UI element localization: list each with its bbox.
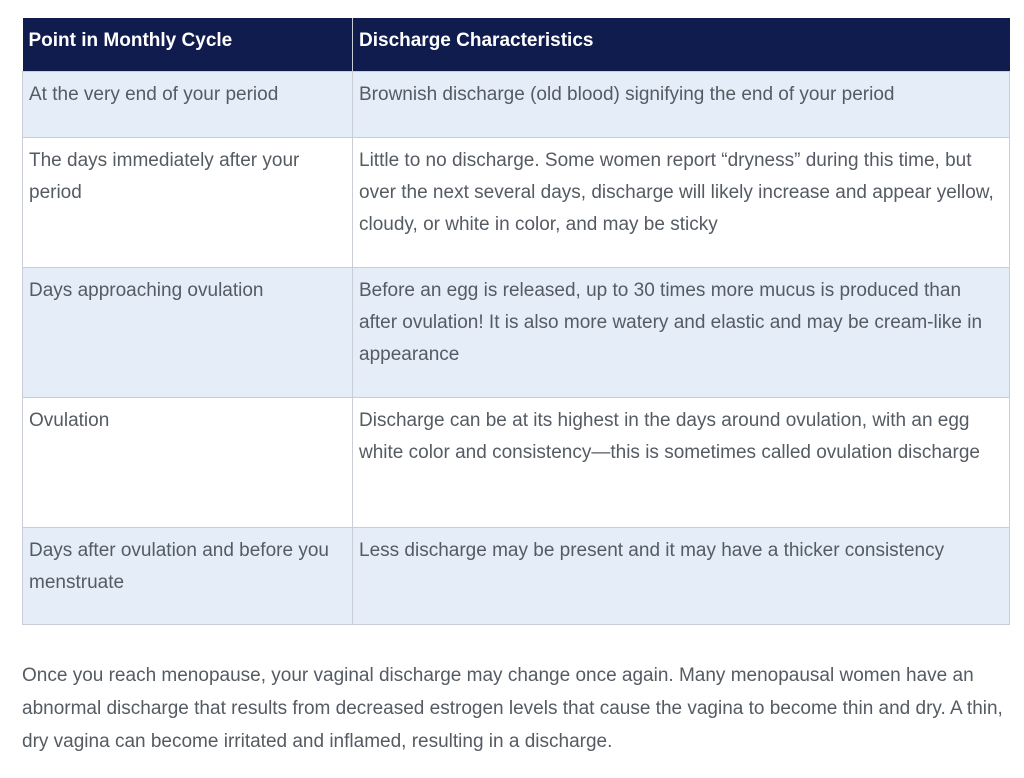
menopause-paragraph: Once you reach menopause, your vaginal discharge may change once again. Many menopausal women have an abnormal discharge that results from decreased estrogen levels that cause the vagina to become thin and dry. A thin, dry vagina can become irritated and inflamed, resulting in a discharge.	[22, 665, 1003, 752]
table-row	[23, 267, 1010, 397]
cycle-point-cell: The days immediately after your period	[23, 137, 353, 267]
discharge-cycle-table	[22, 18, 1010, 625]
characteristics-cell: Less discharge may be present and it may have a thicker consistency	[353, 527, 1010, 624]
table-row	[23, 397, 1010, 527]
characteristics-cell: Discharge can be at its highest in the days around ovulation, with an egg white color and consistency—this is sometimes called ovulation discharge	[353, 397, 1010, 527]
characteristics-cell: Little to no discharge. Some women report “dryness” during this time, but over the next several days, discharge will likely increase and appear yellow, cloudy, or white in color, and may be sticky	[353, 137, 1010, 267]
cycle-point-cell: Days approaching ovulation	[23, 267, 353, 397]
header-discharge-characteristics: Discharge Characteristics	[353, 18, 1010, 71]
characteristics-cell: Brownish discharge (old blood) signifying the end of your period	[353, 71, 1010, 137]
cycle-point-cell: At the very end of your period	[23, 71, 353, 137]
characteristics-cell: Before an egg is released, up to 30 times more mucus is produced than after ovulation! It is also more watery and elastic and may be cream-like in appearance	[353, 267, 1010, 397]
table-row	[23, 137, 1010, 267]
cycle-point-cell: Ovulation	[23, 397, 353, 527]
table-header	[23, 18, 1010, 71]
table-header-row	[23, 18, 1010, 71]
header-cycle-point: Point in Monthly Cycle	[23, 18, 353, 71]
table-body	[23, 71, 1010, 624]
table-row	[23, 71, 1010, 137]
table-row	[23, 527, 1010, 624]
cycle-point-cell: Days after ovulation and before you menstruate	[23, 527, 353, 624]
